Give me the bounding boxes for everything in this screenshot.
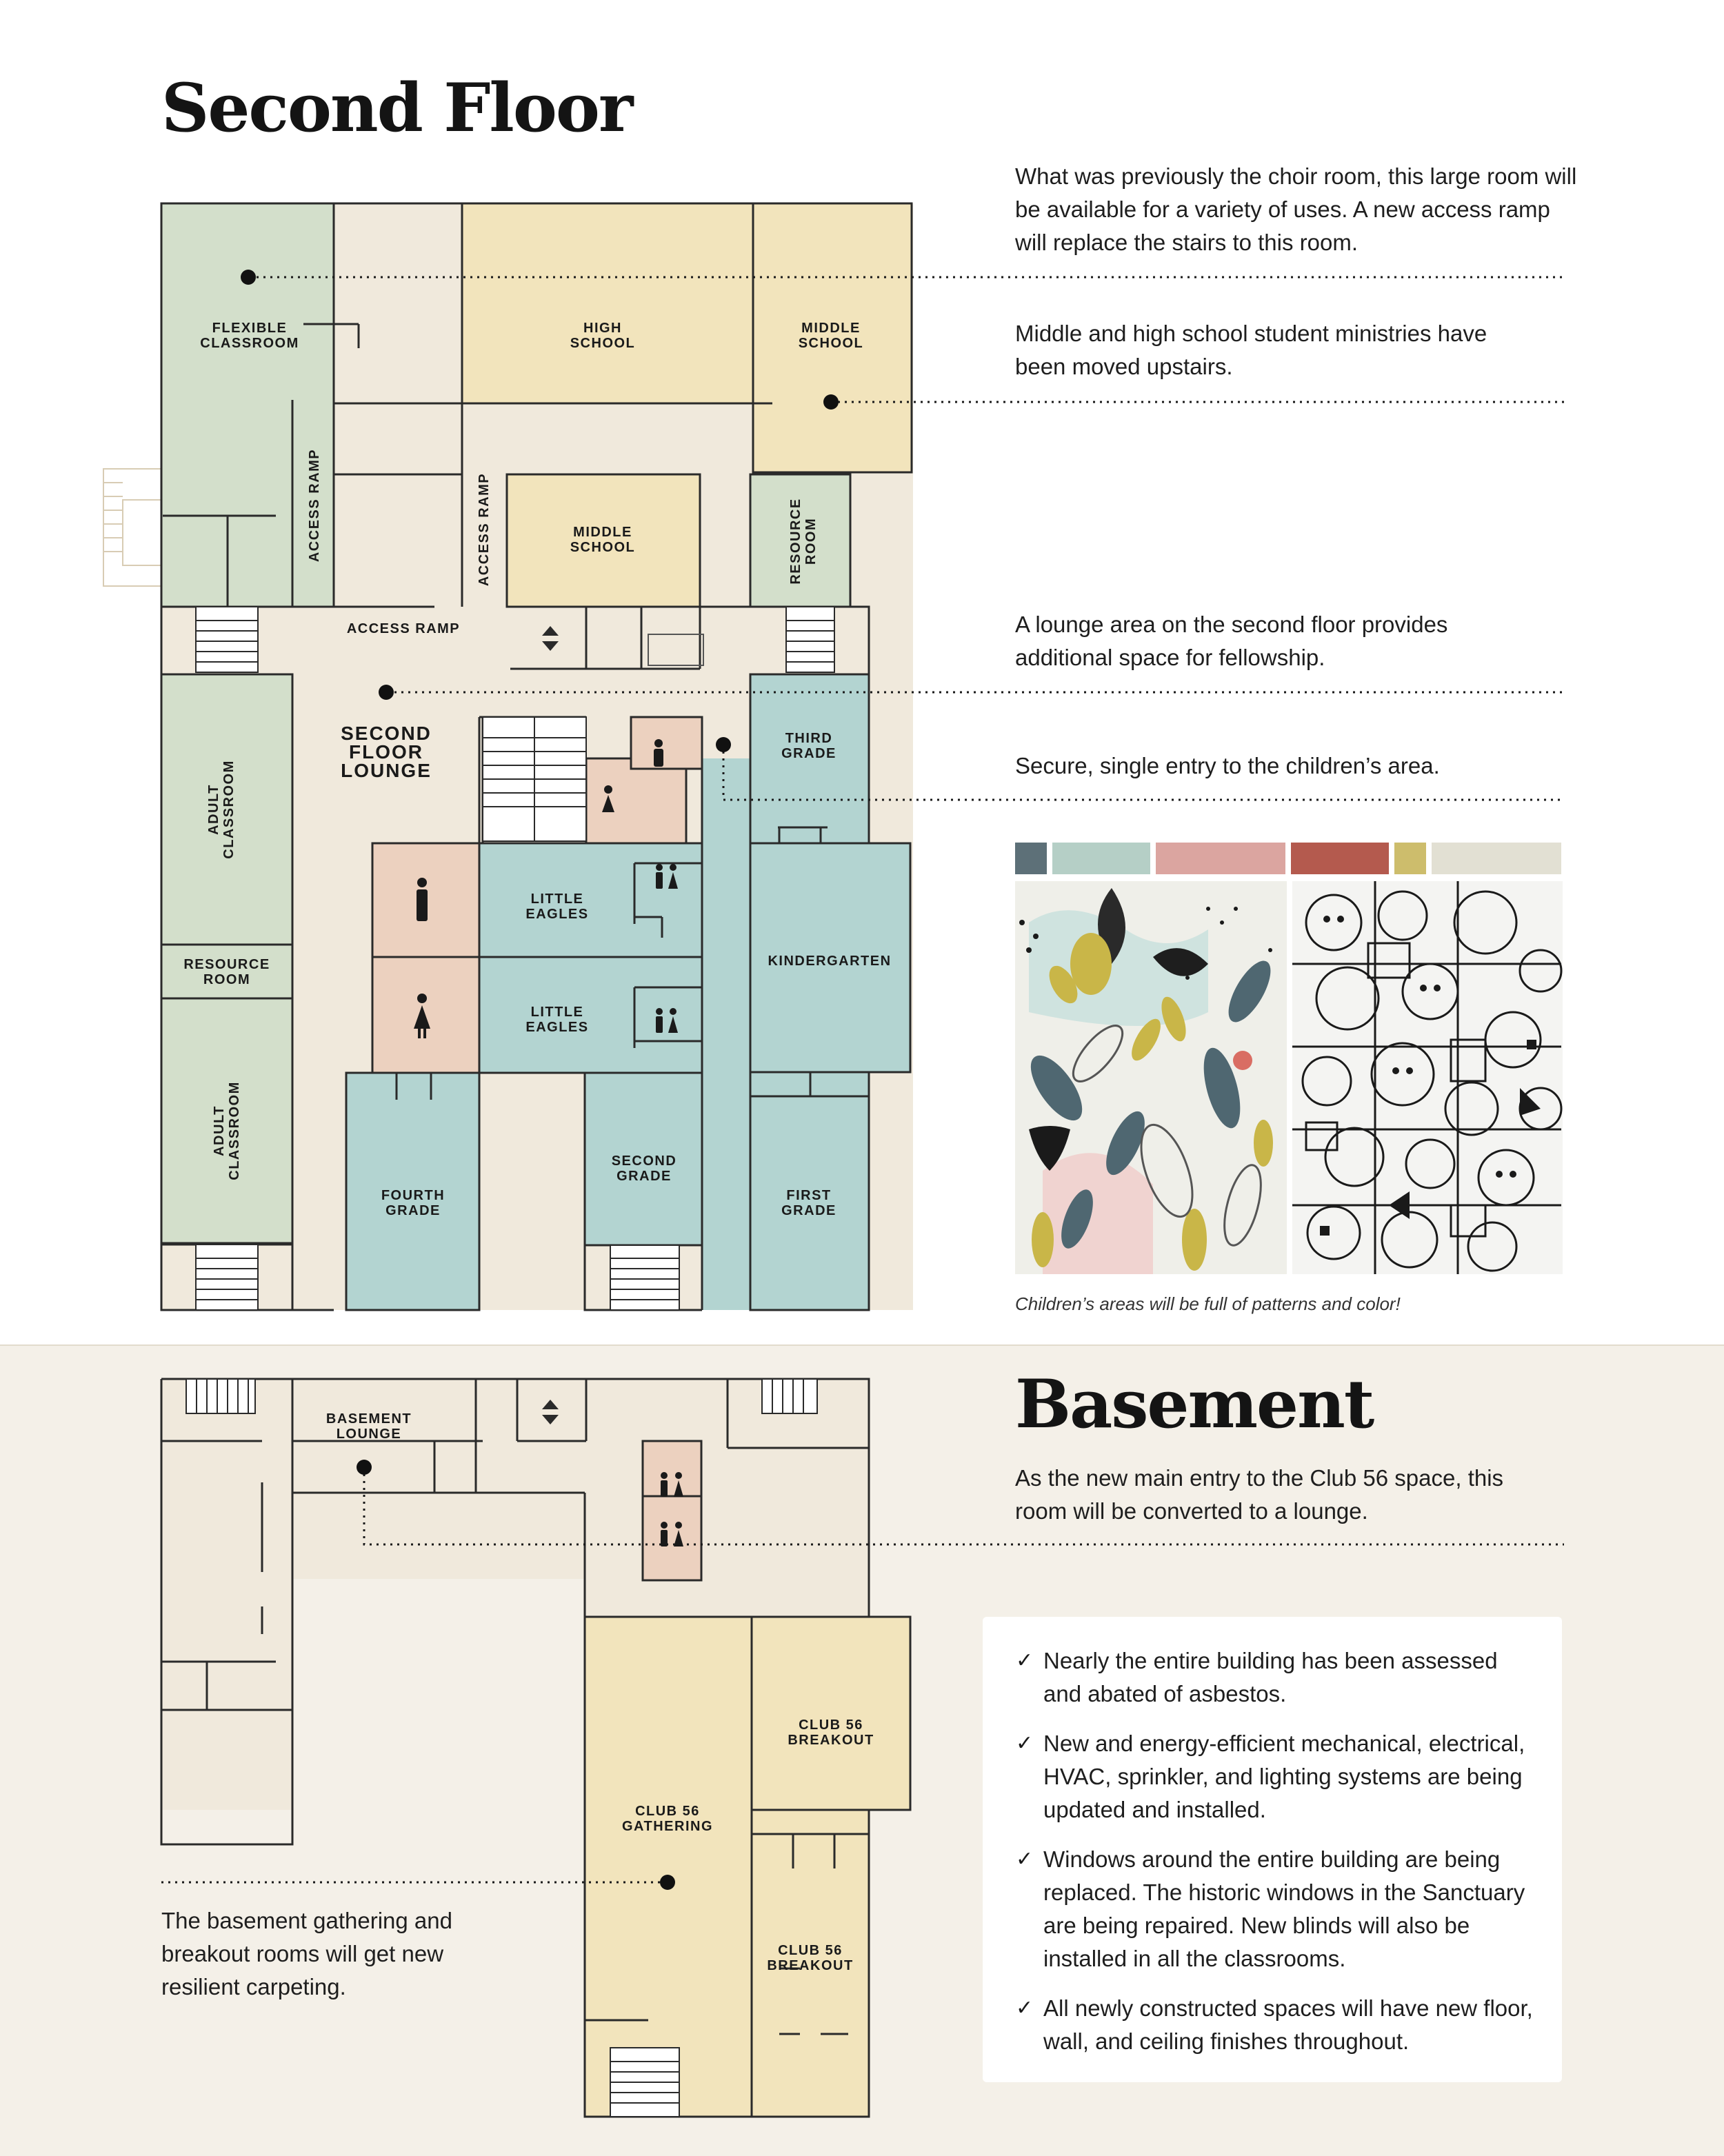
basement-title: Basement [1015,1365,1374,1443]
label-resource-right-1: RESOURCE [788,498,803,585]
callout-dot-middle-school [823,394,839,410]
label-adult-bottom-2: CLASSROOM [227,1081,242,1180]
label-adult-bottom-1: ADULT [212,1105,227,1156]
swatch-stone [1432,843,1561,874]
room-club56-breakout-a [752,1617,910,1810]
second-floor-title: Second Floor [161,69,632,147]
check-icon: ✓ [1016,1649,1034,1672]
label-third-1: THIRD [785,731,833,746]
label-adult-top-1: ADULT [206,784,221,835]
note-basement-carpet: The basement gathering and breakout rooms will get new resilient carpeting. [161,1908,452,1999]
label-resource-left-2: ROOM [203,972,251,987]
restroom-men-upper [631,717,702,769]
label-lounge-2: FLOOR [349,741,423,763]
checklist-item [1016,1992,1534,2058]
room-high-school [462,203,753,403]
checklist-text: New and energy-efficient mechanical, electrical, HVAC, sprinkler, and lighting systems are being updated and installed. [1043,1731,1525,1822]
label-high-2: SCHOOL [570,336,636,351]
basement-restroom-lower [643,1496,701,1580]
checklist-text: Windows around the entire building are being replaced. The historic windows in the Sanctuary are being repaired. New blinds will also be installed in all the classrooms. [1043,1846,1525,1971]
swatch-slate [1015,843,1047,874]
basement-corridor-left [161,1379,292,1810]
checklist-text: All newly constructed spaces will have new floor, wall, and ceiling finishes throughout. [1043,1995,1533,2054]
callout-dot-basement-lounge [357,1460,372,1475]
basement-restroom-upper [643,1441,701,1496]
restroom-women-upper [586,758,686,843]
note-choir-room: What was previously the choir room, this large room will be available for a variety of uses. A new access ramp will replace the stairs to this room. [1015,163,1577,255]
checklist-item [1016,1843,1534,1975]
callout-dot-lounge [379,685,394,700]
callout-dot-secure-entry [716,737,731,752]
botanical-pattern-image [1015,881,1287,1274]
room-little-eagles-top [479,843,702,957]
label-resource-left-1: RESOURCE [183,957,270,972]
label-access-ramp-left: ACCESS RAMP [307,448,322,563]
label-little-bottom-1: LITTLE [530,1005,584,1020]
note-basement-lounge: As the new main entry to the Club 56 space, this room will be converted to a lounge. [1015,1465,1504,1524]
animal-pattern-image [1292,881,1563,1274]
label-adult-top-2: CLASSROOM [221,760,237,859]
exterior-stairs [103,469,161,586]
label-second-1: SECOND [611,1153,677,1169]
label-first-1: FIRST [786,1188,832,1203]
note-secure-entry: Secure, single entry to the children’s area. [1015,753,1440,778]
check-icon: ✓ [1016,1848,1034,1871]
note-student-ministries: Middle and high school student ministries have been moved upstairs. [1015,321,1487,379]
label-first-2: GRADE [781,1203,836,1218]
color-palette [1015,843,1561,874]
label-flexible-2: CLASSROOM [200,336,299,351]
label-gathering-2: GATHERING [621,1819,714,1834]
room-club56-gathering [585,1617,752,2117]
renovation-checklist [983,1617,1562,2082]
label-resource-right-2: ROOM [803,517,819,565]
label-lounge-3: LOUNGE [341,760,432,781]
note-lounge: A lounge area on the second floor provides additional space for fellowship. [1015,612,1448,670]
label-access-ramp-center: ACCESS RAMP [477,472,492,587]
restroom-women-lounge [372,957,479,1073]
swatch-sage [1052,843,1150,874]
label-flexible-1: FLEXIBLE [212,321,288,336]
label-high-1: HIGH [583,321,622,336]
check-icon: ✓ [1016,1997,1034,2019]
label-middle-top-1: MIDDLE [801,321,861,336]
label-middle-top-2: SCHOOL [798,336,864,351]
label-kindergarten: KINDERGARTEN [768,954,892,969]
checklist-item [1016,1727,1534,1826]
callout-dot-gathering [660,1875,675,1890]
label-lounge-1: SECOND [341,723,432,744]
checklist-item [1016,1644,1534,1711]
label-breakout-b-1: CLUB 56 [778,1943,843,1958]
label-breakout-a-1: CLUB 56 [799,1717,863,1733]
label-breakout-b-2: BREAKOUT [767,1958,854,1973]
checklist-text: Nearly the entire building has been assessed and abated of asbestos. [1043,1648,1498,1706]
label-little-top-1: LITTLE [530,891,584,907]
label-access-ramp-horizontal: ACCESS RAMP [346,621,461,636]
swatch-mustard [1394,843,1426,874]
label-breakout-a-2: BREAKOUT [788,1733,874,1748]
swatch-rose [1156,843,1285,874]
label-basement-lounge-1: BASEMENT [325,1411,412,1427]
label-middle-center-2: SCHOOL [570,540,636,555]
label-fourth-1: FOURTH [381,1188,445,1203]
label-gathering-1: CLUB 56 [635,1804,700,1819]
label-third-2: GRADE [781,746,836,761]
label-little-bottom-2: EAGLES [525,1020,589,1035]
patterns-caption: Children’s areas will be full of patterns and color! [1015,1293,1401,1314]
label-second-2: GRADE [617,1169,672,1184]
label-middle-center-1: MIDDLE [573,525,632,540]
swatch-brick [1291,843,1389,874]
room-little-eagles-bottom [479,957,702,1073]
label-little-top-2: EAGLES [525,907,589,922]
label-fourth-2: GRADE [385,1203,441,1218]
childrens-corridor [702,758,750,1310]
callout-dot-flexible [241,270,256,285]
label-basement-lounge-2: LOUNGE [336,1427,402,1442]
check-icon: ✓ [1016,1732,1034,1755]
